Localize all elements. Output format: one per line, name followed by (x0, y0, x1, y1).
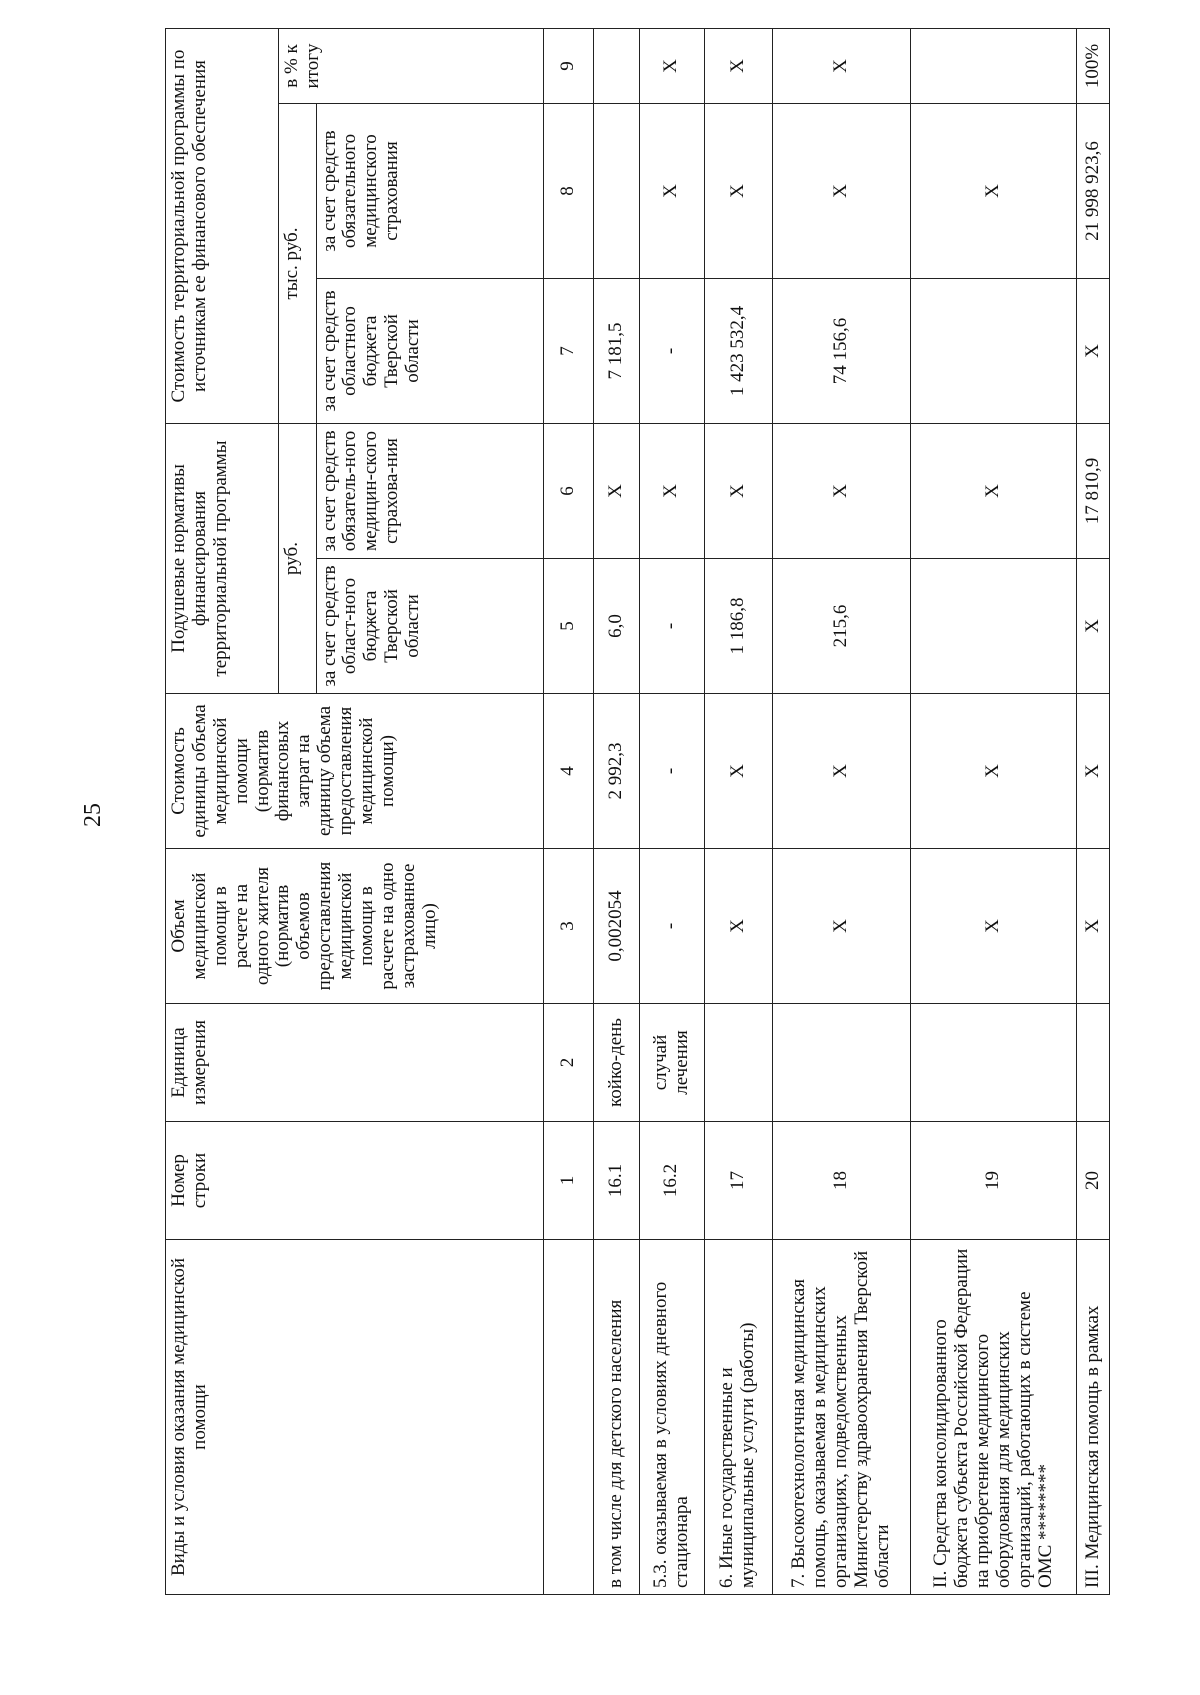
header-thous-rub: тыс. руб. (279, 104, 316, 424)
header-unit: Единица измерения (166, 1004, 544, 1122)
row-cost-oms: X (772, 104, 911, 279)
header-cost-oms: за счет средств обязательного медицинского страхования (316, 104, 543, 279)
financing-table (165, 28, 1110, 1595)
colnum-4: 4 (543, 694, 593, 849)
row-name: III. Медицинская помощь в рамках (1077, 1240, 1110, 1595)
row-number: 16.1 (593, 1122, 639, 1240)
header-volume: Объем медицинской помощи в расчете на одного жителя (норматив объемов предоставления медицинской помощи в расчете на одно застрахованное лицо) (166, 849, 544, 1004)
row-unit-cost: - (639, 694, 704, 849)
table-row (911, 28, 1077, 1594)
row-pc-oms: X (911, 424, 1077, 559)
row-pc-oms: 17 810,9 (1077, 424, 1110, 559)
row-name: 7. Высокотехнологичная медицинская помощь, оказываемая в медицинских организациях, подведомственных Министерству здравоохранения Тверской области (772, 1240, 911, 1595)
header-cost-regional-budget: за счет средств областного бюджета Тверской области (316, 279, 543, 424)
table-row (705, 28, 773, 1594)
row-volume: X (1077, 849, 1110, 1004)
row-cost-oms: 21 998 923,6 (1077, 104, 1110, 279)
row-number: 19 (911, 1122, 1077, 1240)
row-unit (911, 1004, 1077, 1122)
row-cost-budget: 74 156,6 (772, 279, 911, 424)
row-percent: X (772, 28, 911, 103)
row-number: 18 (772, 1122, 911, 1240)
header-unit-cost: Стоимость единицы объема медицинской помощи (норматив финансовых затрат на единицу объема предоставления медицинской помощи) (166, 694, 544, 849)
row-name: 5.3. оказываемая в условиях дневного стационара (639, 1240, 704, 1595)
header-pc-oms: за счет средств обязатель-ного медицин-ского страхова-ния (316, 424, 543, 559)
row-volume: - (639, 849, 704, 1004)
row-percent: 100% (1077, 28, 1110, 103)
colnum-1: 1 (543, 1122, 593, 1240)
row-unit-cost: X (705, 694, 773, 849)
row-cost-budget: X (1077, 279, 1110, 424)
row-name: в том числе для детского населения (593, 1240, 639, 1595)
colnum-2: 2 (543, 1004, 593, 1122)
row-name: 6. Иные государственные и муниципальные услуги (работы) (705, 1240, 773, 1595)
header-pc-regional-budget: за счет средств област-ного бюджета Тверской области (316, 559, 543, 694)
row-pc-budget: 215,6 (772, 559, 911, 694)
row-pc-budget: 1 186,8 (705, 559, 773, 694)
header-percent: в % к итогу (279, 28, 543, 103)
row-name: II. Средства консолидированного бюджета субъекта Российской Федерации на приобретение медицинского оборудования для медицинских организаций, работающих в системе ОМС ******** (911, 1240, 1077, 1595)
row-percent: X (705, 28, 773, 103)
colnum-8: 8 (543, 104, 593, 279)
row-number: 20 (1077, 1122, 1110, 1240)
header-rub: руб. (279, 424, 316, 694)
row-volume: X (911, 849, 1077, 1004)
row-unit (1077, 1004, 1110, 1122)
row-unit (772, 1004, 911, 1122)
row-unit-cost: X (1077, 694, 1110, 849)
colnum-7: 7 (543, 279, 593, 424)
row-pc-budget: 6,0 (593, 559, 639, 694)
colnum-empty (543, 1240, 593, 1595)
row-unit: койко-день (593, 1004, 639, 1122)
table-row (1077, 28, 1110, 1594)
row-volume: X (705, 849, 773, 1004)
row-number: 16.2 (639, 1122, 704, 1240)
row-cost-oms (593, 104, 639, 279)
row-volume: 0,002054 (593, 849, 639, 1004)
header-row-number: Номер строки (166, 1122, 544, 1240)
row-unit-cost: X (772, 694, 911, 849)
row-cost-oms: X (911, 104, 1077, 279)
row-pc-budget: - (639, 559, 704, 694)
row-cost-budget: - (639, 279, 704, 424)
table-row (772, 28, 911, 1594)
header-per-capita-group: Подушевые нормативы финансирования территориальной программы (166, 424, 279, 694)
colnum-6: 6 (543, 424, 593, 559)
row-pc-budget (911, 559, 1077, 694)
rotated-table-container (165, 43, 1110, 1595)
row-cost-budget: 7 181,5 (593, 279, 639, 424)
row-percent (911, 28, 1077, 103)
row-unit-cost: X (911, 694, 1077, 849)
row-pc-oms: X (593, 424, 639, 559)
colnum-3: 3 (543, 849, 593, 1004)
table-row (593, 28, 639, 1594)
row-unit (705, 1004, 773, 1122)
row-pc-oms: X (705, 424, 773, 559)
row-pc-budget: X (1077, 559, 1110, 694)
colnum-9: 9 (543, 28, 593, 103)
row-percent: X (639, 28, 704, 103)
colnum-5: 5 (543, 559, 593, 694)
header-care-types: Виды и условия оказания медицинской помощи (166, 1240, 544, 1595)
row-pc-oms: X (639, 424, 704, 559)
row-cost-oms: X (639, 104, 704, 279)
row-unit-cost: 2 992,3 (593, 694, 639, 849)
column-numbers-row (543, 28, 593, 1594)
row-pc-oms: X (772, 424, 911, 559)
row-cost-oms: X (705, 104, 773, 279)
row-unit: случай лечения (639, 1004, 704, 1122)
row-percent (593, 28, 639, 103)
row-cost-budget (911, 279, 1077, 424)
row-number: 17 (705, 1122, 773, 1240)
page-number: 25 (80, 803, 106, 827)
header-cost-group: Стоимость территориальной программы по источникам ее финансового обеспечения (166, 28, 279, 423)
row-volume: X (772, 849, 911, 1004)
row-cost-budget: 1 423 532,4 (705, 279, 773, 424)
table-row (639, 28, 704, 1594)
